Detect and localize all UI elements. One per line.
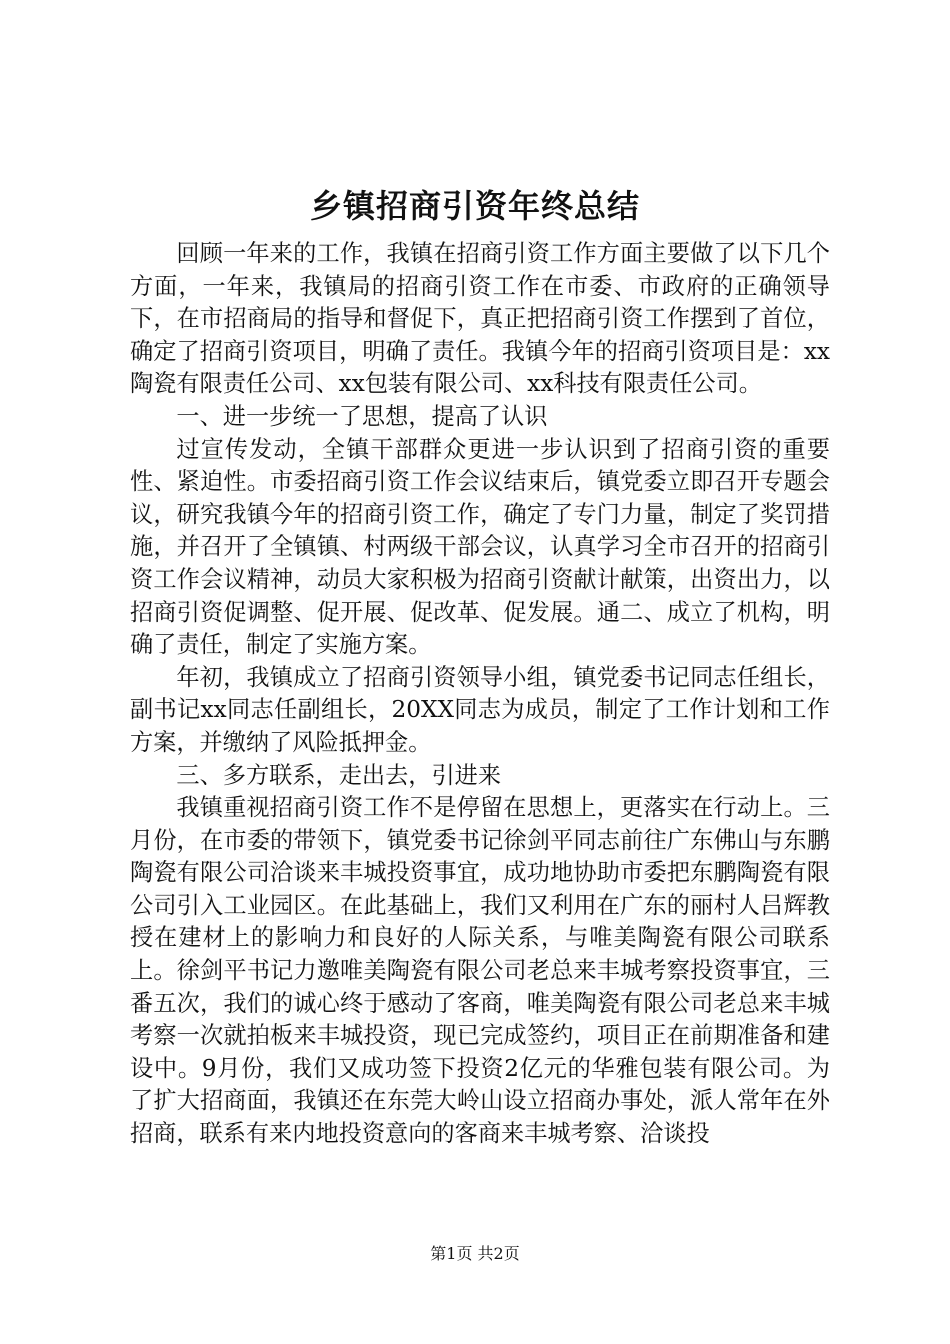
paragraph-section-3: 我镇重视招商引资工作不是停留在思想上，更落实在行动上。三月份，在市委的带领下，镇党委书记徐剑平同志前往广东佛山与东鹏陶瓷有限公司洽谈来丰城投资事宜，成功地协助市委把东鹏陶瓷有限公司引入工业园区。在此基础上，我们又利用在广东的丽村人吕辉教授在建材上的影响力和良好的人际关系，与唯美陶瓷有限公司联系上。徐剑平书记力邀唯美陶瓷有限公司老总来丰城考察投资事宜，三番五次，我们的诚心终于感动了客商，唯美陶瓷有限公司老总来丰城考察一次就拍板来丰城投资，现已完成签约，项目正在前期准备和建设中。9月份，我们又成功签下投资2亿元的华雅包装有限公司。为了扩大招商面，我镇还在东莞大岭山设立招商办事处，派人常年在外招商，联系有来内地投资意向的客商来丰城考察、洽谈投 bbox=[130, 794, 830, 1148]
document-body bbox=[130, 238, 830, 1151]
page-number: 第1页 bbox=[430, 1244, 473, 1263]
paragraph-intro: 回顾一年来的工作，我镇在招商引资工作方面主要做了以下几个方面，一年来，我镇局的招商引资工作在市委、市政府的正确领导下，在市招商局的指导和督促下，真正把招商引资工作摆到了首位，确定了招商引资项目，明确了责任。我镇今年的招商引资项目是：xx陶瓷有限责任公司、xx包装有限公司、xx科技有限责任公司。 bbox=[130, 240, 830, 398]
document-title: 乡镇招商引资年终总结 bbox=[309, 187, 640, 225]
section-heading-1: 一、进一步统一了思想，提高了认识 bbox=[176, 402, 548, 430]
page-footer bbox=[0, 1243, 950, 1265]
section-heading-3: 三、多方联系，走出去，引进来 bbox=[176, 761, 502, 789]
page-total: 共2页 bbox=[477, 1244, 520, 1263]
paragraph-section-1: 过宣传发动，全镇干部群众更进一步认识到了招商引资的重要性、紧迫性。市委招商引资工作会议结束后，镇党委立即召开专题会议，研究我镇今年的招商引资工作，确定了专门力量，制定了奖罚措施，并召开了全镇镇、村两级干部会议，认真学习全市召开的招商引资工作会议精神，动员大家积极为招商引资献计献策，出资出力，以招商引资促调整、促开展、促改革、促发展。通二、成立了机构，明确了责任，制定了实施方案。 bbox=[130, 435, 830, 659]
paragraph-section-2: 年初，我镇成立了招商引资领导小组，镇党委书记同志任组长，副书记xx同志任副组长，20XX同志为成员，制定了工作计划和工作方案，并缴纳了风险抵押金。 bbox=[130, 663, 830, 756]
